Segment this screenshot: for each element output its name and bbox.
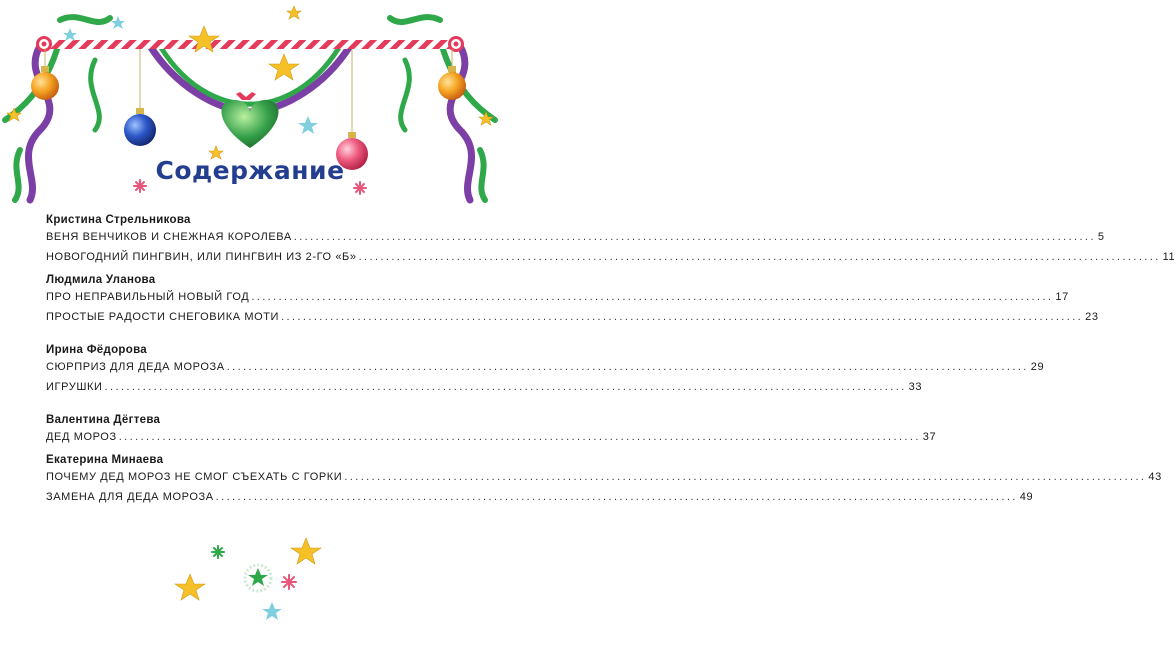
candy-cane-bar (40, 40, 460, 49)
bottom-decoration (0, 530, 500, 648)
entry-title: ПОЧЕМУ ДЕД МОРОЗ НЕ СМОГ СЪЕХАТЬ С ГОРКИ (46, 471, 343, 483)
page-number: 5 (1097, 231, 1105, 243)
page-number: 17 (1055, 291, 1069, 303)
table-of-contents (46, 214, 1175, 506)
star-badge-icon (245, 565, 271, 591)
snowflake-icon (282, 575, 296, 589)
toc-entry[interactable] (46, 428, 937, 446)
page-number: 43 (1148, 471, 1162, 483)
page-number: 23 (1085, 311, 1099, 323)
entry-title: ИГРУШКИ (46, 381, 103, 393)
snowflake-icon (212, 546, 224, 558)
page-number: 33 (908, 381, 923, 393)
dot-leader: ................................................................................................................................................... (251, 291, 1054, 303)
page-number: 11 (1162, 251, 1175, 263)
dot-leader: ................................................................................................................................................... (358, 251, 1161, 263)
entry-title: СЮРПРИЗ ДЛЯ ДЕДА МОРОЗА (46, 361, 225, 373)
dot-leader: ................................................................................................................................................... (226, 361, 1029, 373)
toc-entry[interactable] (46, 308, 1099, 326)
toc-entry[interactable] (46, 248, 1175, 266)
author-name: Людмила Уланова (46, 274, 156, 286)
page-title: Содержание (155, 156, 345, 185)
dot-leader: ................................................................................................................................................... (215, 491, 1018, 503)
entry-title: НОВОГОДНИЙ ПИНГВИН, ИЛИ ПИНГВИН ИЗ 2-ГО «Б» (46, 251, 357, 263)
entry-title: ДЕД МОРОЗ (46, 431, 117, 443)
page-number: 29 (1030, 361, 1045, 373)
entry-title: ЗАМЕНА ДЛЯ ДЕДА МОРОЗА (46, 491, 214, 503)
toc-entry[interactable] (46, 468, 1162, 486)
entry-title: ПРОСТЫЕ РАДОСТИ СНЕГОВИКА МОТИ (46, 311, 280, 323)
toc-entry[interactable] (46, 488, 1034, 506)
toc-entry[interactable] (46, 288, 1069, 306)
dot-leader: ................................................................................................................................................... (281, 311, 1084, 323)
author-name: Ирина Фёдорова (46, 344, 147, 356)
author-name: Екатерина Минаева (46, 454, 164, 466)
star-icon (291, 538, 321, 564)
star-icon (262, 602, 282, 620)
page-number: 37 (922, 431, 937, 443)
page-number: 49 (1019, 491, 1034, 503)
star-icon (175, 574, 205, 600)
dot-leader: ................................................................................................................................................... (118, 431, 921, 443)
dot-leader: ................................................................................................................................................... (344, 471, 1147, 483)
author-name: Валентина Дёгтева (46, 414, 161, 426)
entry-title: ПРО НЕПРАВИЛЬНЫЙ НОВЫЙ ГОД (46, 291, 250, 303)
author-name: Кристина Стрельникова (46, 214, 191, 226)
toc-entry[interactable] (46, 228, 1105, 246)
entry-title: ВЕНЯ ВЕНЧИКОВ И СНЕЖНАЯ КОРОЛЕВА (46, 231, 292, 243)
dot-leader: ................................................................................................................................................... (293, 231, 1096, 243)
ornament-blue (124, 108, 156, 146)
toc-entry[interactable] (46, 358, 1045, 376)
toc-entry[interactable] (46, 378, 923, 396)
dot-leader: ................................................................................................................................................... (104, 381, 907, 393)
